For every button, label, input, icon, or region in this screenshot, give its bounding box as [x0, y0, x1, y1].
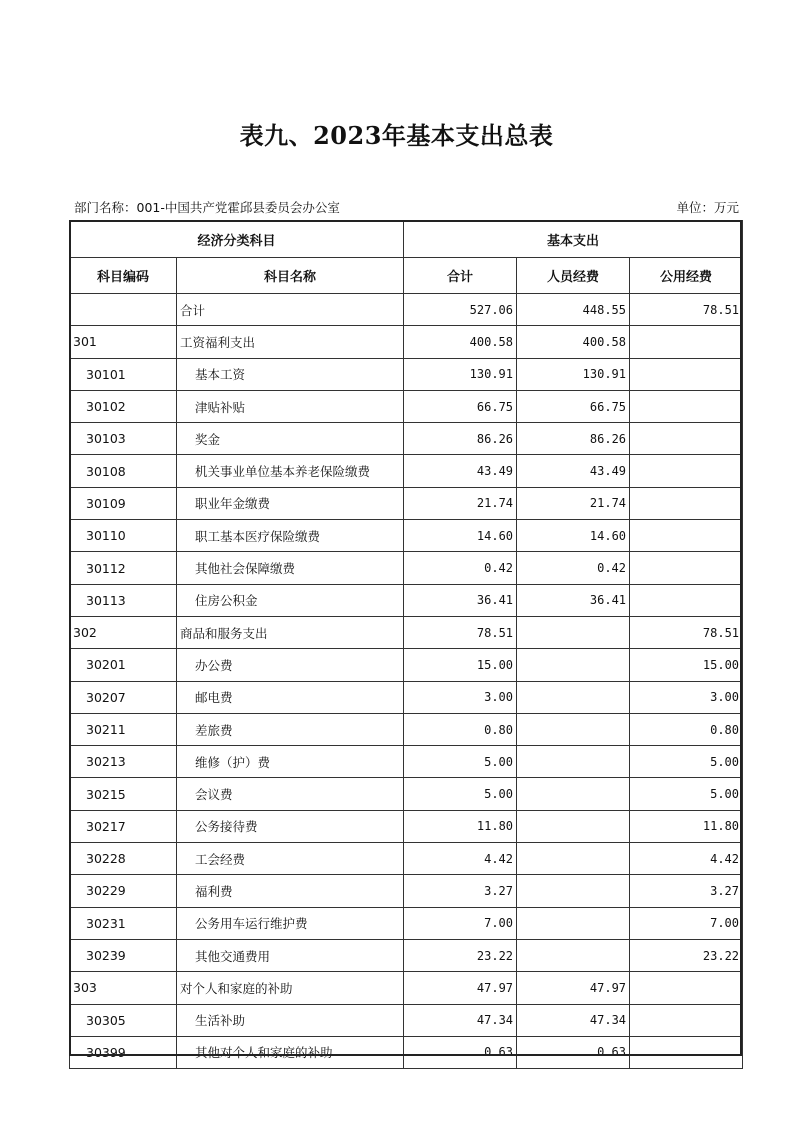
table-row	[70, 746, 743, 778]
cell-total: 7.00	[404, 907, 517, 939]
cell-name: 合计	[177, 294, 404, 326]
department-label: 部门名称：001-中国共产党霍邱县委员会办公室	[74, 200, 340, 215]
cell-total: 86.26	[404, 423, 517, 455]
cell-personnel: 130.91	[517, 358, 630, 390]
cell-total: 43.49	[404, 455, 517, 487]
cell-name: 机关事业单位基本养老保险缴费	[177, 455, 404, 487]
cell-public	[630, 552, 743, 584]
page-title: 表九、2023年基本支出总表	[239, 121, 554, 150]
cell-total: 14.60	[404, 520, 517, 552]
cell-total: 15.00	[404, 649, 517, 681]
cell-total: 47.97	[404, 972, 517, 1004]
cell-public: 4.42	[630, 843, 743, 875]
cell-code: 30201	[70, 649, 177, 681]
cell-public: 3.00	[630, 681, 743, 713]
cell-personnel	[517, 649, 630, 681]
cell-code: 30305	[70, 1004, 177, 1036]
cell-personnel: 448.55	[517, 294, 630, 326]
cell-name: 其他对个人和家庭的补助	[177, 1036, 404, 1068]
cell-public	[630, 455, 743, 487]
cell-public: 5.00	[630, 746, 743, 778]
table-row	[70, 972, 743, 1004]
cell-code: 30399	[70, 1036, 177, 1068]
cell-personnel: 14.60	[517, 520, 630, 552]
cell-code: 30231	[70, 907, 177, 939]
cell-total: 23.22	[404, 939, 517, 971]
cell-personnel	[517, 810, 630, 842]
table-row	[70, 390, 743, 422]
cell-personnel: 400.58	[517, 326, 630, 358]
cell-public	[630, 487, 743, 519]
table-row	[70, 520, 743, 552]
table-row	[70, 552, 743, 584]
cell-code: 30103	[70, 423, 177, 455]
cell-personnel: 0.42	[517, 552, 630, 584]
cell-total: 3.00	[404, 681, 517, 713]
cell-code: 30207	[70, 681, 177, 713]
cell-personnel	[517, 616, 630, 648]
cell-public	[630, 358, 743, 390]
column-header-name: 科目名称	[177, 258, 404, 294]
cell-name: 其他交通费用	[177, 939, 404, 971]
cell-public: 11.80	[630, 810, 743, 842]
cell-name: 维修（护）费	[177, 746, 404, 778]
table-row	[70, 294, 743, 326]
cell-personnel: 43.49	[517, 455, 630, 487]
cell-total: 5.00	[404, 778, 517, 810]
cell-total: 0.63	[404, 1036, 517, 1068]
cell-public: 78.51	[630, 294, 743, 326]
cell-personnel	[517, 939, 630, 971]
cell-personnel	[517, 907, 630, 939]
cell-total: 527.06	[404, 294, 517, 326]
table-row	[70, 778, 743, 810]
cell-name: 职工基本医疗保险缴费	[177, 520, 404, 552]
cell-personnel	[517, 746, 630, 778]
cell-total: 66.75	[404, 390, 517, 422]
cell-total: 4.42	[404, 843, 517, 875]
cell-name: 对个人和家庭的补助	[177, 972, 404, 1004]
cell-public	[630, 326, 743, 358]
cell-name: 职业年金缴费	[177, 487, 404, 519]
group-header-basic-expenditure: 基本支出	[404, 221, 743, 258]
cell-code: 302	[70, 616, 177, 648]
cell-public	[630, 520, 743, 552]
expenditure-table	[69, 220, 743, 1069]
cell-name: 邮电费	[177, 681, 404, 713]
table-row	[70, 1036, 743, 1068]
cell-name: 住房公积金	[177, 584, 404, 616]
table-row	[70, 649, 743, 681]
cell-public	[630, 1036, 743, 1068]
cell-public: 15.00	[630, 649, 743, 681]
cell-code: 30215	[70, 778, 177, 810]
cell-public: 3.27	[630, 875, 743, 907]
cell-code: 30228	[70, 843, 177, 875]
cell-public: 7.00	[630, 907, 743, 939]
cell-code: 30239	[70, 939, 177, 971]
cell-code: 303	[70, 972, 177, 1004]
cell-total: 0.80	[404, 713, 517, 745]
cell-public	[630, 972, 743, 1004]
cell-code: 30213	[70, 746, 177, 778]
column-header-code: 科目编码	[70, 258, 177, 294]
cell-code: 30102	[70, 390, 177, 422]
cell-personnel	[517, 681, 630, 713]
table-row	[70, 939, 743, 971]
table-row	[70, 907, 743, 939]
cell-total: 21.74	[404, 487, 517, 519]
cell-total: 36.41	[404, 584, 517, 616]
cell-public: 0.80	[630, 713, 743, 745]
cell-code: 30113	[70, 584, 177, 616]
table-row	[70, 875, 743, 907]
cell-name: 基本工资	[177, 358, 404, 390]
cell-total: 400.58	[404, 326, 517, 358]
table-row	[70, 455, 743, 487]
cell-personnel	[517, 713, 630, 745]
table-row	[70, 584, 743, 616]
table-row	[70, 713, 743, 745]
cell-total: 0.42	[404, 552, 517, 584]
table-row	[70, 487, 743, 519]
cell-public: 78.51	[630, 616, 743, 648]
cell-personnel: 66.75	[517, 390, 630, 422]
cell-name: 公务用车运行维护费	[177, 907, 404, 939]
cell-public: 5.00	[630, 778, 743, 810]
table-body	[70, 294, 743, 1069]
cell-public	[630, 423, 743, 455]
cell-name: 商品和服务支出	[177, 616, 404, 648]
cell-code	[70, 294, 177, 326]
table-row	[70, 616, 743, 648]
table-row	[70, 423, 743, 455]
cell-name: 津贴补贴	[177, 390, 404, 422]
cell-code: 30211	[70, 713, 177, 745]
column-header-total: 合计	[404, 258, 517, 294]
cell-personnel: 47.97	[517, 972, 630, 1004]
table-row	[70, 810, 743, 842]
cell-personnel	[517, 875, 630, 907]
cell-total: 11.80	[404, 810, 517, 842]
cell-public	[630, 584, 743, 616]
table-column-header	[70, 258, 743, 294]
cell-name: 福利费	[177, 875, 404, 907]
cell-code: 30110	[70, 520, 177, 552]
table-row	[70, 1004, 743, 1036]
cell-total: 130.91	[404, 358, 517, 390]
cell-code: 30101	[70, 358, 177, 390]
cell-name: 会议费	[177, 778, 404, 810]
table-row	[70, 326, 743, 358]
cell-personnel: 21.74	[517, 487, 630, 519]
cell-name: 工会经费	[177, 843, 404, 875]
table-row	[70, 358, 743, 390]
cell-name: 工资福利支出	[177, 326, 404, 358]
cell-code: 30109	[70, 487, 177, 519]
cell-personnel: 47.34	[517, 1004, 630, 1036]
cell-total: 5.00	[404, 746, 517, 778]
unit-label: 单位：万元	[676, 200, 739, 215]
cell-personnel: 36.41	[517, 584, 630, 616]
cell-public	[630, 1004, 743, 1036]
cell-public: 23.22	[630, 939, 743, 971]
table-row	[70, 681, 743, 713]
cell-code: 30112	[70, 552, 177, 584]
cell-name: 奖金	[177, 423, 404, 455]
cell-total: 78.51	[404, 616, 517, 648]
group-header-economic-class: 经济分类科目	[70, 221, 404, 258]
cell-name: 生活补助	[177, 1004, 404, 1036]
cell-name: 办公费	[177, 649, 404, 681]
cell-total: 47.34	[404, 1004, 517, 1036]
cell-code: 30108	[70, 455, 177, 487]
cell-personnel: 86.26	[517, 423, 630, 455]
column-header-personnel: 人员经费	[517, 258, 630, 294]
cell-personnel	[517, 843, 630, 875]
column-header-public: 公用经费	[630, 258, 743, 294]
cell-personnel	[517, 778, 630, 810]
table-group-header	[70, 221, 743, 258]
cell-personnel: 0.63	[517, 1036, 630, 1068]
cell-code: 301	[70, 326, 177, 358]
table-row	[70, 843, 743, 875]
cell-name: 其他社会保障缴费	[177, 552, 404, 584]
cell-public	[630, 390, 743, 422]
cell-total: 3.27	[404, 875, 517, 907]
cell-code: 30217	[70, 810, 177, 842]
cell-name: 公务接待费	[177, 810, 404, 842]
cell-name: 差旅费	[177, 713, 404, 745]
cell-code: 30229	[70, 875, 177, 907]
